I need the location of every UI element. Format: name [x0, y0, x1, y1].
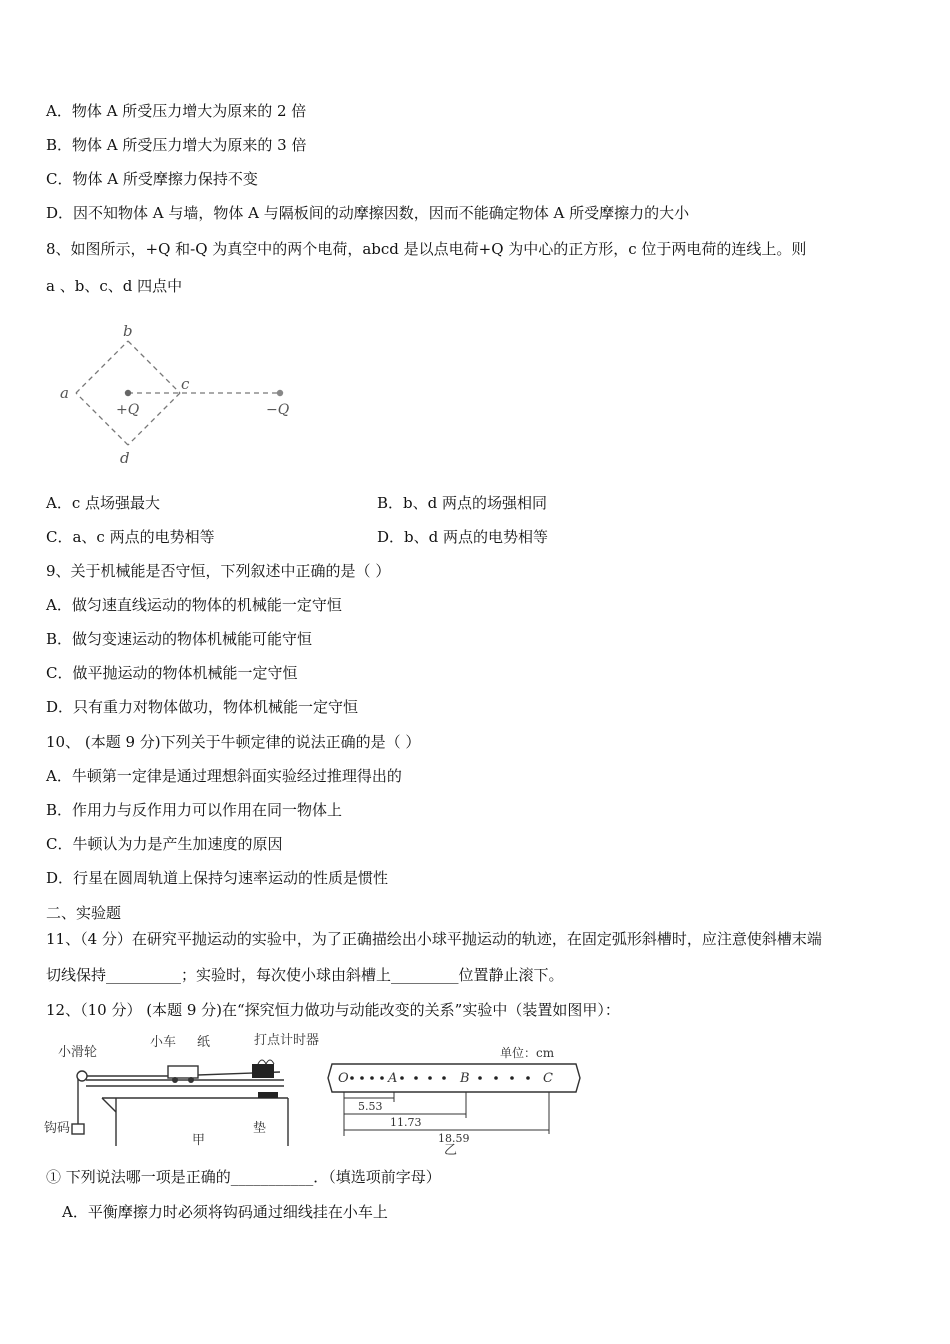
q12-sub1: ① 下列说法哪一项是正确的___________．（填选项前字母） — [46, 1168, 441, 1186]
section-title: 二、实验题 — [46, 904, 122, 922]
label-cart: 小车 — [150, 1035, 177, 1050]
q7-option-d: D．因不知物体 A 与墙，物体 A 与隔板间的动摩擦因数，因而不能确定物体 A 所受摩擦力的大小 — [46, 204, 690, 222]
label-pad: 垫 — [253, 1121, 267, 1136]
pulley — [77, 1071, 87, 1081]
q8-stem-line1: 8、如图所示，+Q 和-Q 为真空中的两个电荷，abcd 是以点电荷+Q 为中心的正方形，c 位于两电荷的连线上。则 — [46, 240, 807, 258]
q10-stem: 10、 (本题 9 分)下列关于牛顿定律的说法正确的是（ ） — [46, 733, 421, 751]
square-edge-ab — [76, 341, 128, 393]
tape-unit: 单位：cm — [500, 1046, 555, 1060]
dist-ob: 11.73 — [390, 1116, 422, 1129]
q11-line2: 切线保持__________；实验时，每次使小球由斜槽上_________位置静止滚下。 — [46, 966, 564, 984]
tape-dot — [442, 1076, 446, 1080]
label-b: b — [123, 322, 133, 340]
cart — [168, 1066, 198, 1078]
label-pulley: 小滑轮 — [58, 1045, 98, 1060]
label-paper: 纸 — [197, 1035, 211, 1050]
tape-dot — [526, 1076, 530, 1080]
q9-option-a: A．做匀速直线运动的物体的机械能一定守恒 — [46, 596, 342, 614]
q8-option-a: A．c 点场强最大 — [46, 494, 161, 512]
q9-option-b: B．做匀变速运动的物体机械能可能守恒 — [46, 630, 313, 648]
square-edge-cd — [128, 393, 180, 445]
tape-dot — [380, 1076, 384, 1080]
minus-q-charge — [277, 390, 283, 396]
q12-figure-yi — [318, 1030, 590, 1156]
label-minus-q: −Q — [266, 402, 290, 418]
q8-option-c: C．a、c 两点的电势相等 — [46, 528, 215, 546]
tape-dot — [414, 1076, 418, 1080]
timer-device — [252, 1064, 274, 1078]
cart-wheel-right — [188, 1077, 194, 1083]
dist-oc: 18.59 — [438, 1132, 470, 1145]
timer-wire — [258, 1060, 274, 1064]
point-b: B — [460, 1071, 470, 1086]
q12-stem: 12、（10 分） (本题 9 分)在“探究恒力做功与动能改变的关系”实验中（装置如图甲）： — [46, 1001, 620, 1019]
q9-stem: 9、关于机械能是否守恒，下列叙述中正确的是（ ） — [46, 562, 391, 580]
plus-q-charge — [125, 390, 131, 396]
tape-dot — [494, 1076, 498, 1080]
caption-yi: 乙 — [444, 1143, 458, 1158]
point-c: C — [543, 1071, 553, 1086]
caption-jia: 甲 — [192, 1133, 206, 1148]
point-a: A — [388, 1071, 398, 1086]
cart-wheel-left — [172, 1077, 178, 1083]
label-c: c — [181, 375, 190, 393]
q7-option-c: C．物体 A 所受摩擦力保持不变 — [46, 170, 258, 188]
q12-sub1-option-a: A．平衡摩擦力时必须将钩码通过细线挂在小车上 — [62, 1203, 388, 1221]
hanging-weight — [72, 1124, 84, 1134]
label-d: d — [120, 449, 130, 467]
q12-figure-jia — [40, 1028, 320, 1154]
q7-option-b: B．物体 A 所受压力增大为原来的 3 倍 — [46, 136, 307, 154]
q9-option-d: D．只有重力对物体做功，物体机械能一定守恒 — [46, 698, 359, 716]
q11-line1: 11、（4 分）在研究平抛运动的实验中，为了正确描绘出小球平抛运动的轨迹，在固定弧形斜槽时，应注意使斜槽末端 — [46, 930, 822, 948]
label-weight: 钩码 — [44, 1121, 71, 1136]
q10-option-a: A．牛顿第一定律是通过理想斜面实验经过推理得出的 — [46, 767, 402, 785]
q7-option-a: A．物体 A 所受压力增大为原来的 2 倍 — [46, 102, 307, 120]
label-a: a — [60, 384, 69, 402]
pad-block — [258, 1092, 278, 1098]
q8-charge-figure — [40, 315, 310, 475]
tape-dot — [510, 1076, 514, 1080]
q9-option-c: C．做平抛运动的物体机械能一定守恒 — [46, 664, 298, 682]
table-brace — [102, 1098, 116, 1112]
tape-dot — [428, 1076, 432, 1080]
q10-option-c: C．牛顿认为力是产生加速度的原因 — [46, 835, 283, 853]
q8-stem-line2: a 、b、c、d 四点中 — [46, 277, 183, 295]
label-timer: 打点计时器 — [254, 1033, 320, 1048]
point-o: O — [338, 1071, 349, 1086]
q10-option-d: D．行星在圆周轨道上保持匀速率运动的性质是惯性 — [46, 869, 389, 887]
q8-option-b: B．b、d 两点的场强相同 — [377, 494, 547, 512]
tape-dot — [360, 1076, 364, 1080]
square-edge-da — [76, 393, 128, 445]
q10-option-b: B．作用力与反作用力可以作用在同一物体上 — [46, 801, 343, 819]
tape-dot — [370, 1076, 374, 1080]
dist-oa: 5.53 — [358, 1100, 383, 1113]
square-edge-bc — [128, 341, 180, 393]
tape-dot — [400, 1076, 404, 1080]
label-plus-q: +Q — [116, 402, 140, 418]
q8-option-d: D．b、d 两点的电势相等 — [377, 528, 548, 546]
tape-dot — [350, 1076, 354, 1080]
tape-dot — [478, 1076, 482, 1080]
